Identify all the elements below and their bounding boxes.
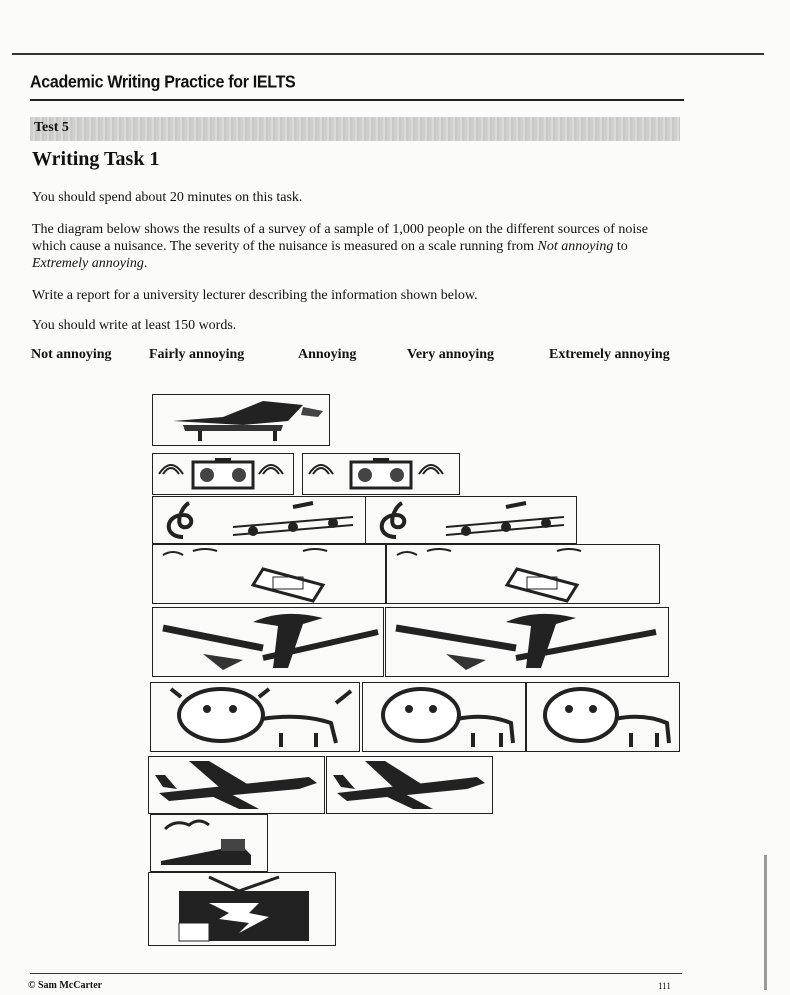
dog-panel-3 — [526, 682, 680, 752]
radio-icon — [303, 454, 459, 494]
mobile-phone-icon — [387, 545, 659, 603]
time-instruction: You should spend about 20 minutes on this task. — [32, 190, 303, 205]
scale-label-fairly-annoying: Fairly annoying — [149, 347, 245, 362]
airplane-panel-1 — [148, 756, 325, 814]
piano-panel — [152, 394, 330, 446]
mobile-phone-icon — [153, 545, 385, 603]
radio-icon — [153, 454, 293, 494]
piano-icon — [153, 395, 329, 445]
phone-panel-1 — [152, 544, 386, 604]
scale-label-very-annoying: Very annoying — [407, 347, 495, 362]
train-icon — [151, 815, 267, 871]
airplane-icon — [327, 757, 492, 813]
scale-label-not-annoying: Not annoying — [31, 347, 112, 362]
radio-panel-2 — [302, 453, 460, 495]
task-title: Writing Task 1 — [32, 148, 160, 170]
airplane-icon — [149, 757, 324, 813]
report-instruction: Write a report for a university lecturer describing the information shown below. — [32, 288, 478, 303]
test-bar — [30, 117, 680, 141]
scale-end-term: Extremely annoying — [32, 256, 144, 271]
television-icon — [149, 873, 335, 945]
television-panel — [148, 872, 336, 946]
word-instruction: You should write at least 150 words. — [32, 318, 237, 333]
page-number: 111 — [658, 981, 671, 991]
tools-panel-2 — [385, 607, 669, 677]
running-header: Academic Writing Practice for IELTS — [30, 73, 296, 92]
music-panel-1 — [152, 496, 366, 544]
test-label: Test 5 — [34, 120, 69, 135]
tools-icon — [386, 608, 668, 676]
tools-icon — [153, 608, 383, 676]
header-rule — [30, 99, 684, 101]
radio-panel-1 — [152, 453, 294, 495]
footer-rule — [30, 973, 682, 974]
dog-panel-1 — [150, 682, 360, 752]
dog-icon — [151, 683, 359, 751]
music-notes-icon — [153, 497, 365, 543]
music-notes-icon — [366, 497, 576, 543]
top-rule — [12, 53, 764, 55]
dog-icon — [527, 683, 679, 751]
airplane-panel-2 — [326, 756, 493, 814]
dog-icon — [363, 683, 525, 751]
scale-label-annoying: Annoying — [298, 347, 357, 362]
phone-panel-2 — [386, 544, 660, 604]
scale-label-extremely-annoying: Extremely annoying — [549, 347, 670, 362]
copyright: © Sam McCarter — [28, 980, 103, 991]
tools-panel-1 — [152, 607, 384, 677]
music-panel-2 — [365, 496, 577, 544]
scale-start-term: Not annoying — [537, 239, 614, 254]
dog-panel-2 — [362, 682, 526, 752]
task-description: The diagram below shows the results of a survey of a sample of 1,000 people on the different sources of noise which cause a nuisance. The severity of the nuisance is measured on a scale running from Not annoying to Extremely annoying. — [32, 222, 648, 271]
page-edge-shadow — [764, 855, 767, 990]
train-panel — [150, 814, 268, 872]
